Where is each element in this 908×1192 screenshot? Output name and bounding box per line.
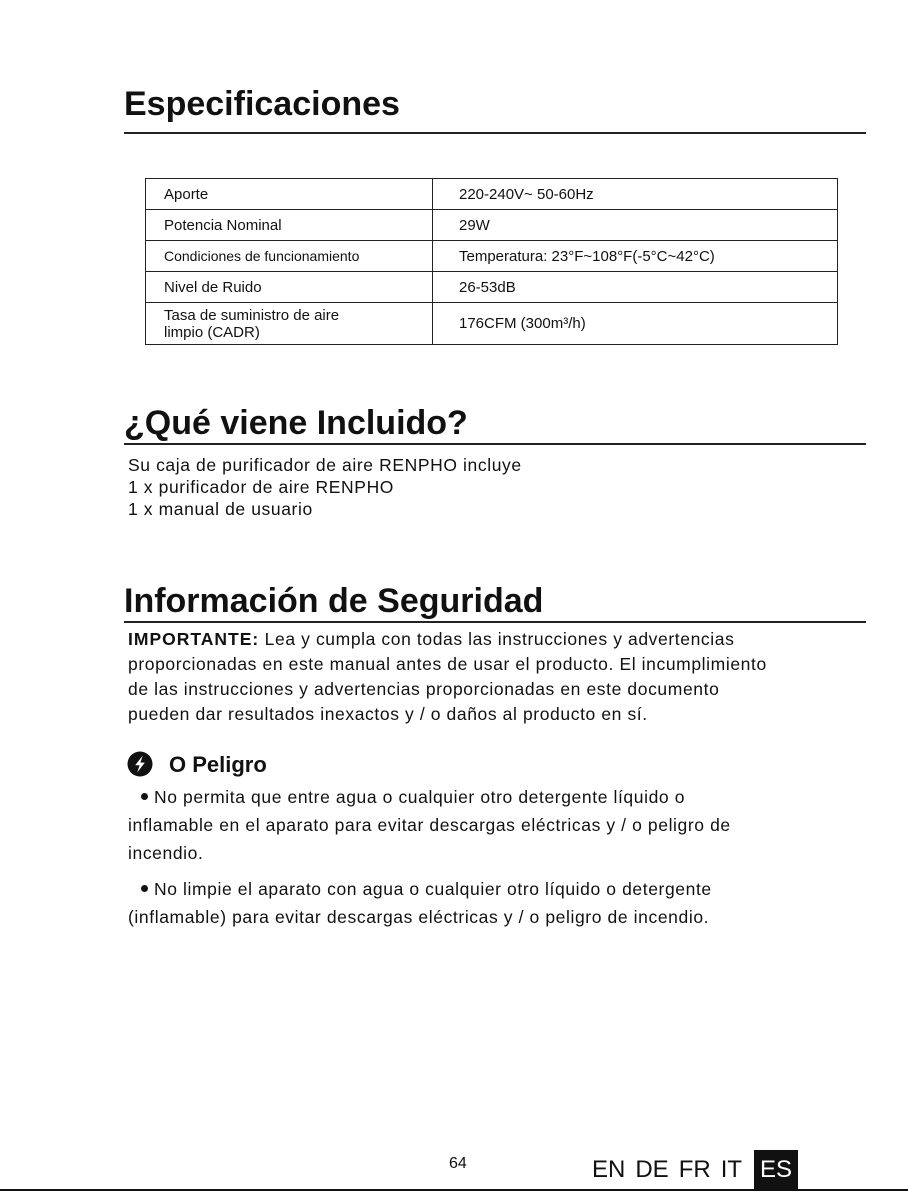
spec-value: 220-240V~ 50-60Hz [433,179,838,210]
safety-title: Información de Seguridad [124,582,544,620]
specs-title: Especificaciones [124,85,400,123]
included-title: ¿Qué viene Incluido? [124,404,468,442]
bullet-text: (inflamable) para evitar descargas eléctricas y / o peligro de incendio. [128,907,710,927]
important-label: IMPORTANTE: [128,629,260,649]
bullet-text: No permita que entre agua o cualquier otro detergente líquido o [154,787,686,807]
table-row [146,303,838,345]
spec-label: Potencia Nominal [146,210,433,241]
important-text: de las instrucciones y advertencias proporcionadas en este documento [128,679,720,699]
spec-label: Nivel de Ruido [146,272,433,303]
table-row [146,179,838,210]
bullet-dot [141,885,148,892]
spec-label-line: Tasa de suministro de aire [164,306,340,324]
specs-rule [124,132,866,134]
safety-rule [124,621,866,623]
lang-tab-fr[interactable]: FR [678,1156,711,1183]
table-row [146,210,838,241]
spec-value: 29W [433,210,838,241]
table-row [146,272,838,303]
bullet-text: No limpie el aparato con agua o cualquier otro líquido o detergente [154,879,712,899]
list-item: 1 x purificador de aire RENPHO [128,477,395,497]
included-rule [124,443,866,445]
list-item: Su caja de purificador de aire RENPHO incluye [128,455,522,475]
bullet-dot [141,793,148,800]
important-text: pueden dar resultados inexactos y / o daños al producto en sí. [128,704,648,724]
spec-label-line: limpio (CADR) [164,323,260,341]
included-list [128,454,522,520]
danger-bullet [128,875,712,931]
bullet-text: inflamable en el aparato para evitar descargas eléctricas y / o peligro de [128,815,731,835]
table-row [146,241,838,272]
list-item: 1 x manual de usuario [128,499,313,519]
specs-table [145,178,838,345]
spec-value: 176CFM (300m³/h) [433,303,838,345]
important-text: Lea y cumpla con todas las instrucciones y advertencias [259,629,735,649]
lang-tab-en[interactable]: EN [592,1156,626,1183]
spec-value: Temperatura: 23°F~108°F(-5°C~42°C) [433,241,838,272]
important-notice [128,627,767,727]
footer-rule [0,1189,908,1191]
spec-label [146,303,433,345]
danger-title: O Peligro [169,752,267,777]
spec-value: 26-53dB [433,272,838,303]
page-number: 64 [449,1155,467,1172]
bullet-text: incendio. [128,843,204,863]
lang-tab-it[interactable]: IT [720,1156,743,1183]
important-text: proporcionadas en este manual antes de usar el producto. El incumplimiento [128,654,767,674]
language-tabs [592,1150,798,1190]
lang-tab-es[interactable]: ES [754,1150,798,1190]
lang-tab-de[interactable]: DE [635,1156,669,1183]
danger-bullet [128,783,731,867]
spec-label: Aporte [146,179,433,210]
spec-label: Condiciones de funcionamiento [146,241,433,272]
lightning-bolt-icon [127,751,153,777]
